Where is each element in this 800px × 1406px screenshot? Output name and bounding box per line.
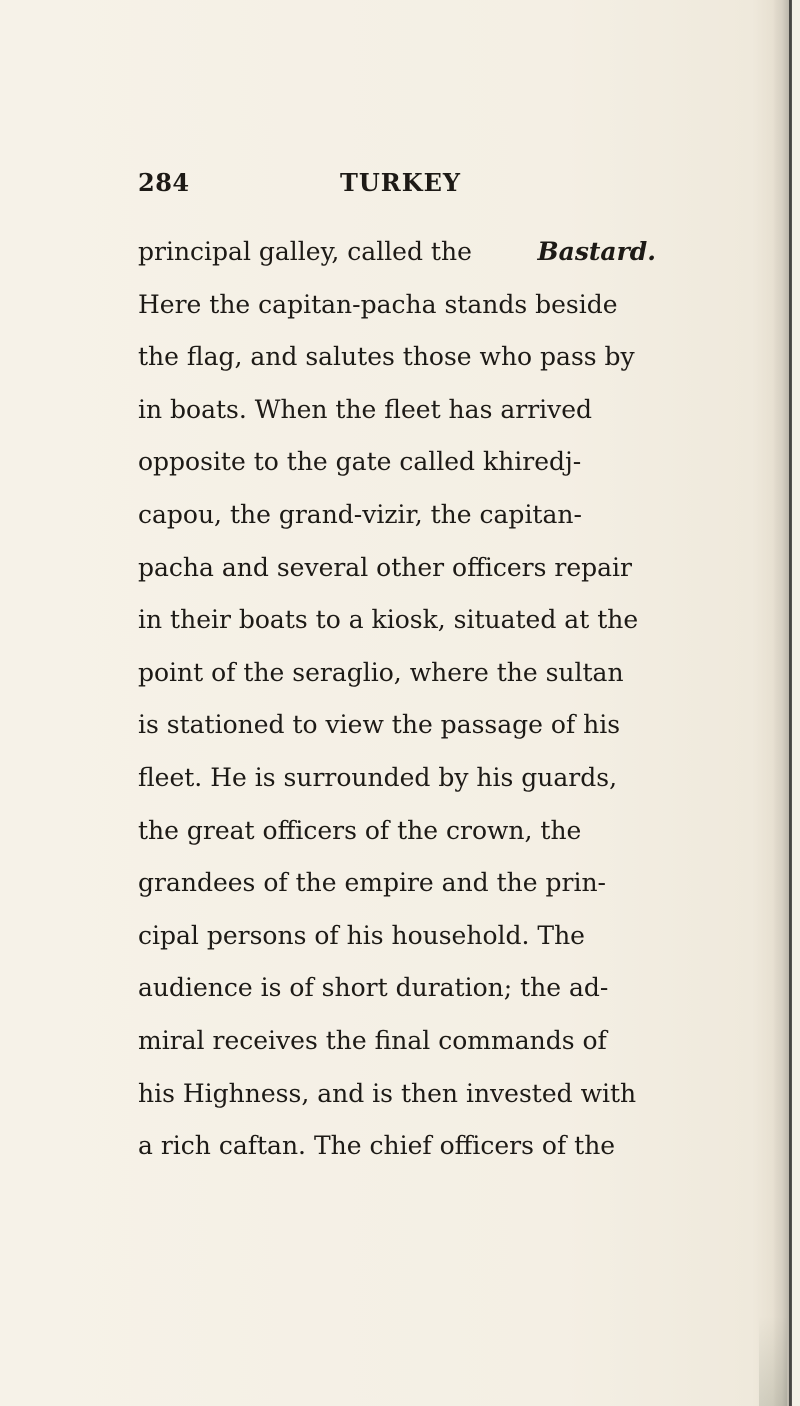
line-2-text: Here the capitan-pacha stands beside [138, 289, 618, 319]
line-9-text: point of the seraglio, where the sultan [138, 657, 624, 687]
line-14-text: cipal persons of his household. The [138, 920, 585, 950]
body-text [138, 226, 656, 1173]
text-line-3 [138, 331, 656, 384]
text-line-9 [138, 647, 656, 700]
line-12-text: the great officers of the crown, the [138, 815, 582, 845]
text-line-18 [138, 1120, 656, 1173]
text-line-11 [138, 752, 656, 805]
text-line-15 [138, 962, 656, 1015]
line-11-text: fleet. He is surrounded by his guards, [138, 762, 618, 792]
line-15-text: audience is of short duration; the ad- [138, 973, 609, 1003]
text-line-7 [138, 542, 656, 595]
text-line-6 [138, 489, 656, 542]
corner-shadow [759, 1316, 787, 1406]
text-line-8 [138, 594, 656, 647]
text-line-1 [138, 226, 656, 279]
text-line-5 [138, 436, 656, 489]
line-1-text: principal galley, called the [138, 237, 472, 266]
line-8-text: in their boats to a kiosk, situated at the [138, 605, 639, 635]
italic-word: Bastard. [537, 237, 656, 266]
text-line-4 [138, 384, 656, 437]
line-17-text: his Highness, and is then invested with [138, 1078, 637, 1108]
text-line-16 [138, 1015, 656, 1068]
text-line-12 [138, 805, 656, 858]
line-13-text: grandees of the empire and the prin- [138, 868, 607, 898]
line-16-text: miral receives the final commands of [138, 1025, 607, 1055]
running-title: TURKEY [340, 168, 462, 197]
line-6-text: capou, the grand-vizir, the capitan- [138, 499, 582, 529]
line-3-text: the flag, and salutes those who pass by [138, 342, 635, 372]
text-line-13 [138, 857, 656, 910]
line-10-text: is stationed to view the passage of his [138, 710, 621, 740]
text-line-10 [138, 699, 656, 752]
text-line-17 [138, 1068, 656, 1121]
running-head [138, 168, 658, 208]
page-number: 284 [138, 168, 190, 197]
line-5-text: opposite to the gate called khiredj- [138, 447, 582, 477]
text-line-2 [138, 279, 656, 332]
line-18-text: a rich caftan. The chief officers of the [138, 1131, 616, 1161]
line-4-text: in boats. When the fleet has arrived [138, 394, 593, 424]
page-edge [792, 0, 800, 1406]
text-line-14 [138, 910, 656, 963]
line-7-text: pacha and several other officers repair [138, 552, 632, 582]
